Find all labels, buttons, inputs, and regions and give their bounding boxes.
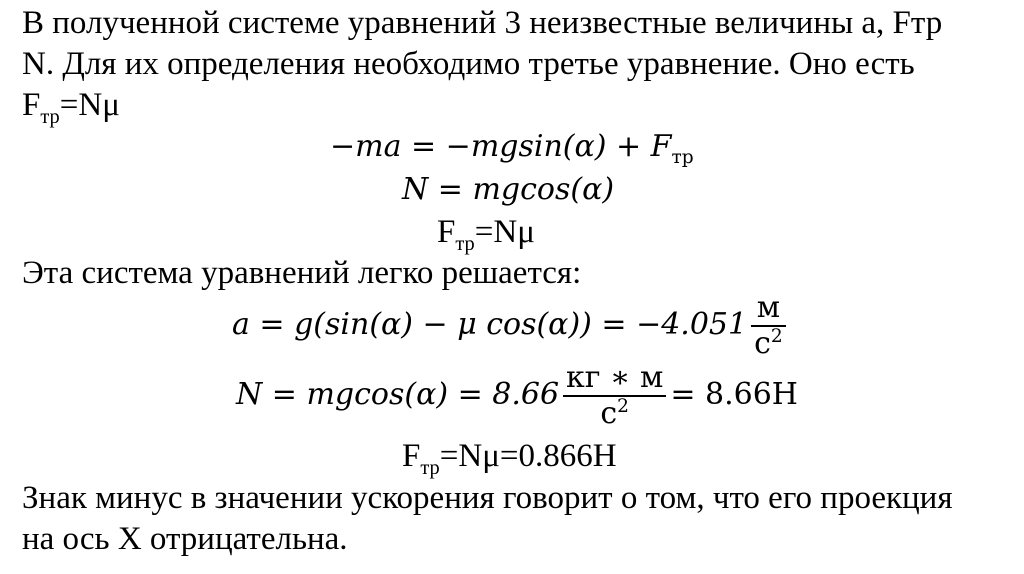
intro-friction-formula: [22, 85, 120, 126]
solution-n-unit: [563, 362, 666, 430]
conclusion-line-2: на ось X отрицательна.: [22, 521, 348, 557]
equation-3: [437, 212, 535, 253]
equation-1-sub: тр: [671, 147, 694, 169]
solution-friction-f: F: [402, 438, 421, 474]
intro-line-2: N. Для их определения необходимо третье уравнение. Оно есть: [22, 46, 915, 82]
solution-friction: [402, 436, 617, 477]
solution-n-unit-den: $с^2$: [600, 396, 629, 431]
friction-sub: тр: [40, 105, 60, 128]
equation-1-main: −ma = −mgsin(α) + F: [330, 129, 672, 164]
solution-friction-rest: =Nμ=0.866Н: [439, 438, 617, 474]
friction-rest: =Nμ: [59, 87, 120, 123]
solution-a-expr: a = g(sin(α) − μ cos(α)) = −4.051: [232, 307, 748, 342]
solution-n: [236, 362, 798, 430]
solution-friction-sub: тр: [420, 456, 440, 479]
solution-a-unit: [751, 292, 786, 360]
friction-f: F: [22, 87, 41, 123]
solution-n-result: = 8.66Н: [670, 377, 798, 412]
intro-line-1: В полученной системе уравнений 3 неизвестные величины a, Fтр: [22, 5, 943, 41]
equation-3-rest: =Nμ: [474, 214, 535, 250]
equation-2: N = mgcos(α): [402, 172, 615, 207]
conclusion-line-1: Знак минус в значении ускорения говорит о том, что его проекция: [22, 480, 953, 516]
solution-n-unit-num: кг ∗ м: [563, 362, 666, 397]
equation-3-f: F: [437, 214, 456, 250]
solve-text: Эта система уравнений легко решается:: [22, 255, 582, 291]
solution-a-unit-num: м: [751, 292, 786, 327]
equation-3-sub: тр: [455, 232, 475, 255]
equation-1: [330, 128, 694, 169]
solution-n-expr: N = mgcos(α) = 8.66: [236, 377, 560, 412]
solution-a-unit-den: $с^2$: [754, 326, 783, 361]
solution-a: [232, 292, 790, 360]
